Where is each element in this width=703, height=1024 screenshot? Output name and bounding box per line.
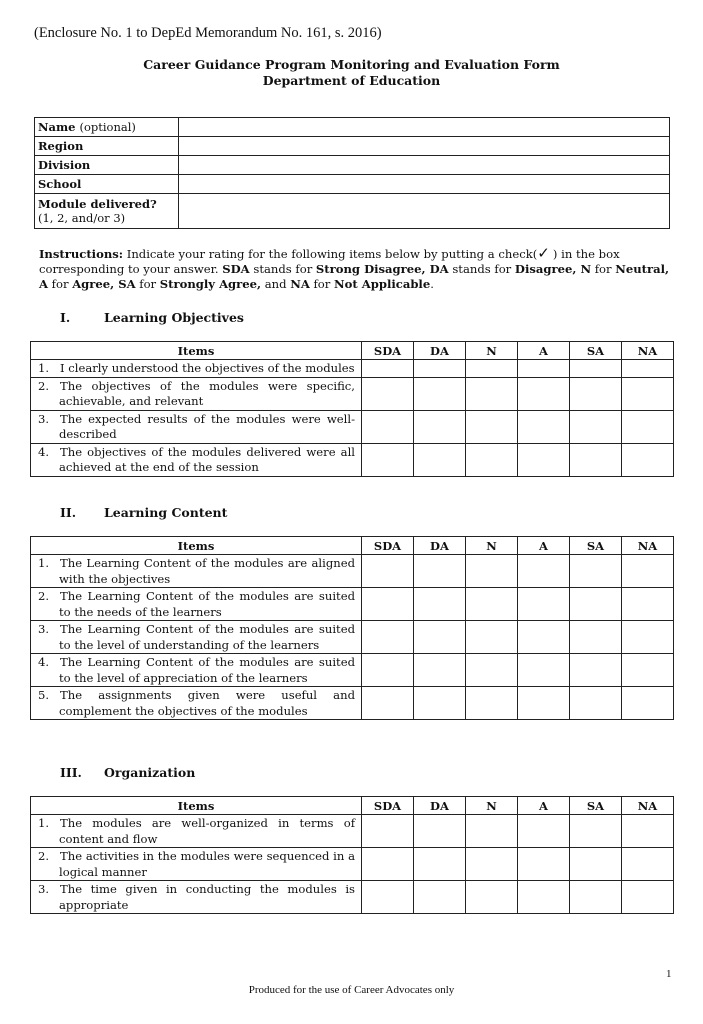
- table-row: [31, 848, 674, 881]
- rating-cell-sda[interactable]: [362, 443, 414, 476]
- item-text: 1. The modules are well-organized in terms of content and flow: [31, 815, 362, 848]
- column-header-n: N: [466, 537, 518, 555]
- column-header-da: DA: [414, 342, 466, 360]
- rating-cell-da[interactable]: [414, 443, 466, 476]
- column-header-n: N: [466, 797, 518, 815]
- column-header-da: DA: [414, 797, 466, 815]
- column-header-na: NA: [622, 537, 674, 555]
- rating-cell-a[interactable]: [518, 654, 570, 687]
- rating-cell-sa[interactable]: [570, 848, 622, 881]
- school-field[interactable]: [179, 175, 670, 194]
- rating-cell-na[interactable]: [622, 410, 674, 443]
- rating-cell-da[interactable]: [414, 555, 466, 588]
- column-header-na: NA: [622, 797, 674, 815]
- column-header-sda: SDA: [362, 537, 414, 555]
- rating-cell-na[interactable]: [622, 621, 674, 654]
- column-header-n: N: [466, 342, 518, 360]
- column-header-sda: SDA: [362, 797, 414, 815]
- rating-cell-a[interactable]: [518, 410, 570, 443]
- section-heading-organization: III. Organization: [60, 765, 196, 780]
- table-header-row: [31, 342, 674, 360]
- rating-cell-sa[interactable]: [570, 410, 622, 443]
- column-header-da: DA: [414, 537, 466, 555]
- info-label-region: Region: [35, 137, 179, 156]
- rating-cell-na[interactable]: [622, 588, 674, 621]
- table-row: [31, 621, 674, 654]
- table-row: [31, 588, 674, 621]
- rating-cell-n[interactable]: [466, 621, 518, 654]
- item-text: 3. The expected results of the modules were well-described: [31, 410, 362, 443]
- rating-cell-na[interactable]: [622, 377, 674, 410]
- item-text: 3. The time given in conducting the modules is appropriate: [31, 881, 362, 914]
- rating-cell-da[interactable]: [414, 815, 466, 848]
- rating-cell-a[interactable]: [518, 815, 570, 848]
- table-row: [31, 377, 674, 410]
- rating-cell-da[interactable]: [414, 360, 466, 378]
- column-header-a: A: [518, 342, 570, 360]
- rating-cell-n[interactable]: [466, 687, 518, 720]
- rating-cell-a[interactable]: [518, 848, 570, 881]
- column-header-items: Items: [31, 537, 362, 555]
- rating-cell-na[interactable]: [622, 687, 674, 720]
- rating-cell-da[interactable]: [414, 654, 466, 687]
- rating-cell-sa[interactable]: [570, 687, 622, 720]
- item-text: 5. The assignments given were useful and complement the objectives of the modules: [31, 687, 362, 720]
- footer-note: Produced for the use of Career Advocates only: [248, 984, 455, 996]
- rating-cell-da[interactable]: [414, 377, 466, 410]
- rating-cell-a[interactable]: [518, 443, 570, 476]
- table-row: [31, 410, 674, 443]
- rating-cell-sda[interactable]: [362, 555, 414, 588]
- column-header-na: NA: [622, 342, 674, 360]
- rating-cell-na[interactable]: [622, 881, 674, 914]
- info-row-name: [35, 118, 670, 137]
- item-text: 4. The objectives of the modules delivered were all achieved at the end of the session: [31, 443, 362, 476]
- item-text: 2. The Learning Content of the modules are suited to the needs of the learners: [31, 588, 362, 621]
- rating-cell-na[interactable]: [622, 555, 674, 588]
- rating-cell-n[interactable]: [466, 848, 518, 881]
- column-header-sda: SDA: [362, 342, 414, 360]
- rating-cell-n[interactable]: [466, 410, 518, 443]
- rating-cell-sda[interactable]: [362, 654, 414, 687]
- rating-cell-na[interactable]: [622, 654, 674, 687]
- item-text: 2. The objectives of the modules were specific, achievable, and relevant: [31, 377, 362, 410]
- section-heading-learning-objectives: I. Learning Objectives: [60, 310, 244, 325]
- table-header-row: [31, 797, 674, 815]
- column-header-a: A: [518, 537, 570, 555]
- info-label-school: School: [35, 175, 179, 194]
- section-heading-learning-content: II. Learning Content: [60, 505, 228, 520]
- info-row-school: [35, 175, 670, 194]
- rating-cell-sa[interactable]: [570, 555, 622, 588]
- rating-cell-a[interactable]: [518, 881, 570, 914]
- rating-cell-n[interactable]: [466, 443, 518, 476]
- module-field[interactable]: [179, 194, 670, 229]
- rating-cell-n[interactable]: [466, 881, 518, 914]
- column-header-sa: SA: [570, 797, 622, 815]
- rating-cell-sa[interactable]: [570, 621, 622, 654]
- rating-cell-sa[interactable]: [570, 360, 622, 378]
- item-text: 2. The activities in the modules were sequenced in a logical manner: [31, 848, 362, 881]
- rating-cell-da[interactable]: [414, 687, 466, 720]
- table-row: [31, 881, 674, 914]
- rating-cell-a[interactable]: [518, 360, 570, 378]
- rating-cell-sda[interactable]: [362, 687, 414, 720]
- rating-cell-n[interactable]: [466, 360, 518, 378]
- rating-cell-da[interactable]: [414, 881, 466, 914]
- rating-cell-na[interactable]: [622, 815, 674, 848]
- info-label-division: Division: [35, 156, 179, 175]
- form-title: Career Guidance Program Monitoring and Evaluation Form: [143, 57, 560, 72]
- rating-cell-sda[interactable]: [362, 360, 414, 378]
- form-subtitle: Department of Education: [262, 73, 441, 88]
- rating-cell-n[interactable]: [466, 555, 518, 588]
- column-header-items: Items: [31, 342, 362, 360]
- rating-cell-da[interactable]: [414, 588, 466, 621]
- respondent-info-table: [34, 117, 670, 229]
- rating-cell-a[interactable]: [518, 588, 570, 621]
- rating-table-learning-content: [30, 536, 674, 720]
- rating-cell-n[interactable]: [466, 588, 518, 621]
- rating-cell-a[interactable]: [518, 687, 570, 720]
- rating-cell-da[interactable]: [414, 848, 466, 881]
- rating-cell-sda[interactable]: [362, 410, 414, 443]
- table-row: [31, 443, 674, 476]
- rating-cell-sda[interactable]: [362, 848, 414, 881]
- rating-cell-sa[interactable]: [570, 881, 622, 914]
- info-row-region: [35, 137, 670, 156]
- column-header-a: A: [518, 797, 570, 815]
- rating-cell-n[interactable]: [466, 815, 518, 848]
- rating-cell-n[interactable]: [466, 654, 518, 687]
- table-row: [31, 815, 674, 848]
- rating-cell-da[interactable]: [414, 410, 466, 443]
- item-text: 4. The Learning Content of the modules are suited to the level of appreciation of the learners: [31, 654, 362, 687]
- info-row-division: [35, 156, 670, 175]
- rating-cell-sa[interactable]: [570, 443, 622, 476]
- info-label-module: Module delivered? (1, 2, and/or 3): [35, 194, 179, 229]
- rating-cell-na[interactable]: [622, 443, 674, 476]
- table-row: [31, 555, 674, 588]
- rating-cell-sda[interactable]: [362, 881, 414, 914]
- rating-table-organization: [30, 796, 674, 914]
- table-row: [31, 654, 674, 687]
- check-mark-icon: ✓: [537, 244, 550, 262]
- rating-table-learning-objectives: [30, 341, 674, 477]
- rating-cell-sda[interactable]: [362, 588, 414, 621]
- instructions: Instructions: Indicate your rating for the following items below by putting a check(✓ ) in the box corresponding to your answer. SDA stands for Strong Disagree, DA stands for Disagree, N for Neutral, A for Agree, SA for Strongly Agree, and NA for Not Applicable.: [39, 244, 670, 291]
- item-text: 1. I clearly understood the objectives of the modules: [31, 360, 362, 378]
- rating-cell-sda[interactable]: [362, 815, 414, 848]
- rating-cell-n[interactable]: [466, 377, 518, 410]
- enclosure-note: (Enclosure No. 1 to DepEd Memorandum No. 161, s. 2016): [34, 25, 382, 41]
- page-number: 1: [666, 968, 672, 980]
- rating-cell-sa[interactable]: [570, 377, 622, 410]
- rating-cell-na[interactable]: [622, 360, 674, 378]
- rating-cell-da[interactable]: [414, 621, 466, 654]
- rating-cell-sda[interactable]: [362, 621, 414, 654]
- rating-cell-a[interactable]: [518, 621, 570, 654]
- info-row-module: [35, 194, 670, 229]
- rating-cell-sa[interactable]: [570, 588, 622, 621]
- rating-cell-sa[interactable]: [570, 654, 622, 687]
- item-text: 1. The Learning Content of the modules are aligned with the objectives: [31, 555, 362, 588]
- info-label-name: Name (optional): [35, 118, 179, 137]
- name-field[interactable]: [179, 118, 670, 137]
- division-field[interactable]: [179, 156, 670, 175]
- column-header-items: Items: [31, 797, 362, 815]
- rating-cell-a[interactable]: [518, 377, 570, 410]
- rating-cell-na[interactable]: [622, 848, 674, 881]
- item-text: 3. The Learning Content of the modules are suited to the level of understanding of the learners: [31, 621, 362, 654]
- rating-cell-sda[interactable]: [362, 377, 414, 410]
- table-row: [31, 360, 674, 378]
- rating-cell-sa[interactable]: [570, 815, 622, 848]
- table-header-row: [31, 537, 674, 555]
- region-field[interactable]: [179, 137, 670, 156]
- rating-cell-a[interactable]: [518, 555, 570, 588]
- column-header-sa: SA: [570, 537, 622, 555]
- column-header-sa: SA: [570, 342, 622, 360]
- table-row: [31, 687, 674, 720]
